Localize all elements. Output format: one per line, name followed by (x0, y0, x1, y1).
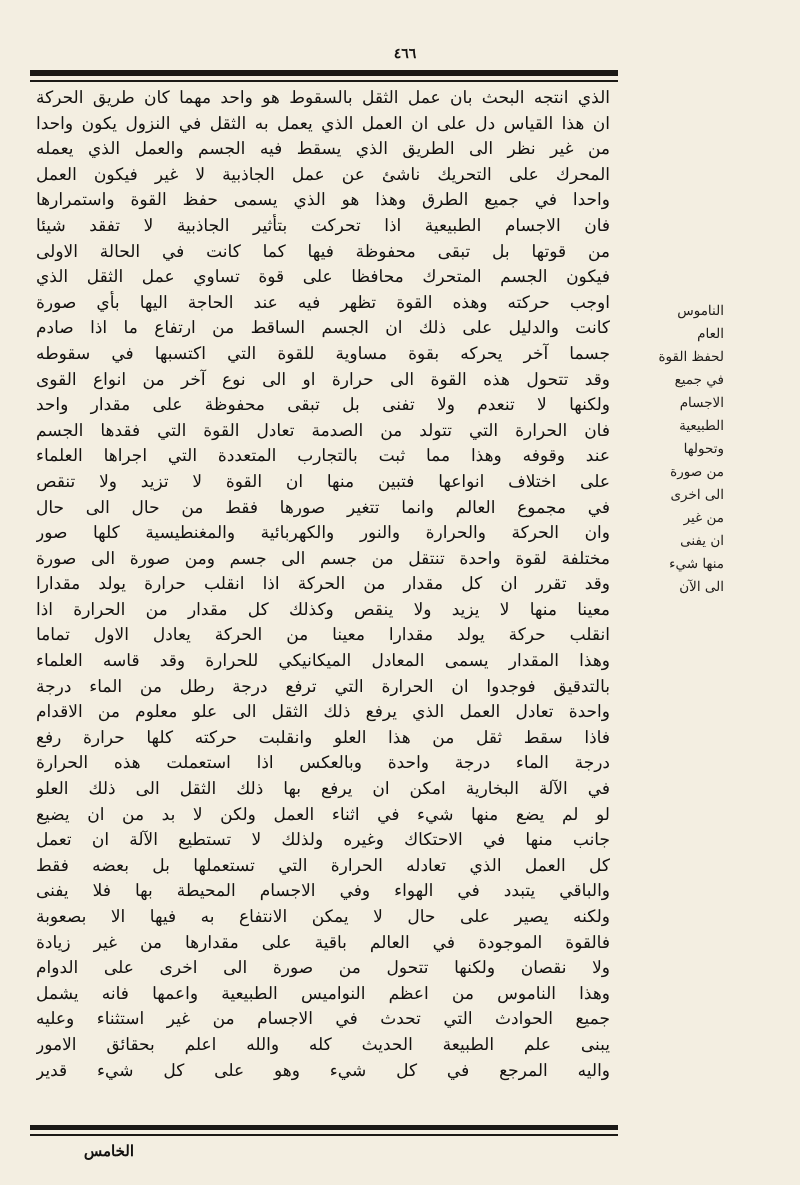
margin-note-line: في جميع (674, 372, 724, 388)
text-line: فان الحرارة التي تتولد من الصدمة تعادل القوة التي فقدها الجسم (36, 420, 610, 441)
text-line: فالقوة الموجودة في العالم باقية على مقدارها من غير زيادة (36, 932, 610, 953)
text-line: كانت والدليل على ذلك ان الجسم الساقط من ارتفاع ما اذا صادم (36, 318, 610, 339)
text-line: في الآلة البخارية امكن ان يرفع بها ذلك الثقل الى ذلك العلو (36, 779, 610, 800)
text-line: واحدة تعادل العمل الذي يرفع ذلك الثقل الى علو معلوم من الاقدام (36, 702, 610, 723)
page-number: ٤٦٦ (393, 46, 417, 62)
text-line: وهذا الناموس من اعظم النواميس الطبيعية واعمها فانه يشمل (36, 983, 610, 1004)
text-line: وهذا المقدار يسمى المعادل الميكانيكي للحرارة وقد قاسه العلماء (36, 651, 610, 672)
margin-note (628, 300, 724, 599)
footer-rule-thin (30, 1134, 618, 1136)
text-line: والباقي يتبدد في الهواء وفي الاجسام المحيطة بها فلا يفنى (36, 881, 610, 902)
text-line: عند وقوفه وهذا مما ثبت بالتجارب المتعددة التي اجراها العلماء (36, 446, 610, 467)
text-line: بالتدقيق فوجدوا ان الحرارة التي ترفع درجة رطل من الماء درجة (36, 676, 610, 697)
text-line: درجة الماء درجة واحدة وبالعكس اذا استعملت هذه الحرارة (36, 753, 610, 774)
text-line: معينا منها لا يزيد ولا ينقص وكذلك كل مقدار من الحرارة اذا (36, 599, 610, 620)
text-line: فيكون الجسم المتحرك محافظا على قوة تساوي عمل الثقل الذي (36, 267, 610, 288)
margin-note-line: العام (697, 326, 724, 342)
margin-note-line: الطبيعية (679, 418, 724, 434)
text-line: كل العمل الذي تعادله الحرارة التي تستعملها بل بعضه فقط (36, 855, 610, 876)
header-rule-thick (30, 70, 618, 76)
text-line: فاذا سقط ثقل من هذا العلو وانقلبت حركته كلها حرارة رفع (36, 727, 610, 748)
text-line: ولكنه يصير على حال لا يمكن الانتفاع به فيها الا بصعوبة (36, 907, 610, 927)
text-line: جانب منها في الاحتكاك وغيره ولذلك لا تستطيع الآلة ان تعمل (36, 830, 610, 851)
text-line: من غير نظر الى الطريق الذي يسقط فيه الجسم والعمل الذي يعمله (36, 139, 610, 160)
catchword: الخامس (83, 1142, 134, 1160)
margin-note-line: ان يفنى (680, 533, 724, 549)
text-line: وقد تتحول هذه القوة الى حرارة او الى نوع آخر من انواع القوى (36, 369, 610, 390)
margin-note-line: لحفظ القوة (658, 349, 724, 365)
margin-note-line: الى اخرى (670, 487, 724, 503)
text-line: اوجب حركته وهذه القوة تظهر فيه عند الحاجة اليها بأي صورة (36, 292, 610, 313)
margin-note-line: الاجسام (679, 395, 724, 411)
text-line: ان هذا القياس دل على ان العمل الذي يعمل به الثقل في النزول يكون واحدا (36, 113, 610, 134)
margin-note-line: وتحولها (683, 441, 724, 457)
text-line: يبنى علم الطبيعة الحديث كله والله اعلم بحقائق الامور (36, 1034, 610, 1055)
main-text-block (36, 86, 610, 1118)
text-line: انقلب حركة يولد مقدارا معينا من الحركة يعادل الاول تماما (36, 625, 610, 646)
text-line: فان الاجسام الطبيعية اذا تحركت بتأثير الجاذبية لا تفقد شيئا (36, 215, 610, 236)
text-line: في مجموع العالم وانما تتغير صورها فقط من حال الى حال (36, 497, 610, 518)
text-line: الذي انتجه البحث بان عمل الثقل بالسقوط هو واحد مهما كان طريق الحركة (36, 88, 610, 108)
header-rule-thin (30, 80, 618, 82)
footer-rule-thick (30, 1125, 618, 1130)
text-line: مختلفة لقوة واحدة تنتقل من جسم الى جسم ومن صورة الى صورة (36, 548, 610, 569)
text-line: من قوتها بل تبقى محفوظة فيها كما كانت في الحالة الاولى (36, 241, 610, 262)
margin-note-line: الى الآن (679, 579, 724, 595)
text-line: وقد تقرر ان كل مقدار من الحركة اذا انقلب حرارة يولد مقدارا (36, 574, 610, 595)
margin-note-line: منها شيء (669, 556, 724, 572)
margin-note-line: الناموس (677, 303, 724, 319)
margin-note-line: من غير (683, 510, 724, 526)
text-line: لو لم يضع منها شيء في اثناء العمل ولكن لا بد من ان يضيع (36, 804, 610, 825)
text-line: واليه المرجع في كل شيء وهو على كل شيء قدير (36, 1060, 610, 1081)
text-line: ولكنها لا تنعدم ولا تفنى بل تبقى محفوظة على مقدار واحد (36, 395, 610, 416)
text-line: جسما آخر يحركه بقوة مساوية للقوة التي اكتسبها في سقوطه (36, 343, 610, 364)
text-line: المحرك على التحريك ناشئ عن عمل الجاذبية لا غير فيكون العمل (36, 164, 610, 185)
text-line: على اختلاف انواعها فتبين منها ان القوة لا تزيد ولا تنقص (36, 471, 610, 492)
text-line: واحدا في جميع الطرق وهذا هو الذي يسمى حفظ القوة واستمرارها (36, 190, 610, 211)
text-line: وان الحركة والحرارة والنور والكهربائية والمغنطيسية كلها صور (36, 523, 610, 544)
margin-note-line: من صورة (670, 464, 724, 480)
text-line: جميع الحوادث التي تحدث في الاجسام من غير استثناء وعليه (36, 1009, 610, 1030)
text-line: ولا نقصان ولكنها تتحول من صورة الى اخرى على الدوام (36, 958, 610, 979)
